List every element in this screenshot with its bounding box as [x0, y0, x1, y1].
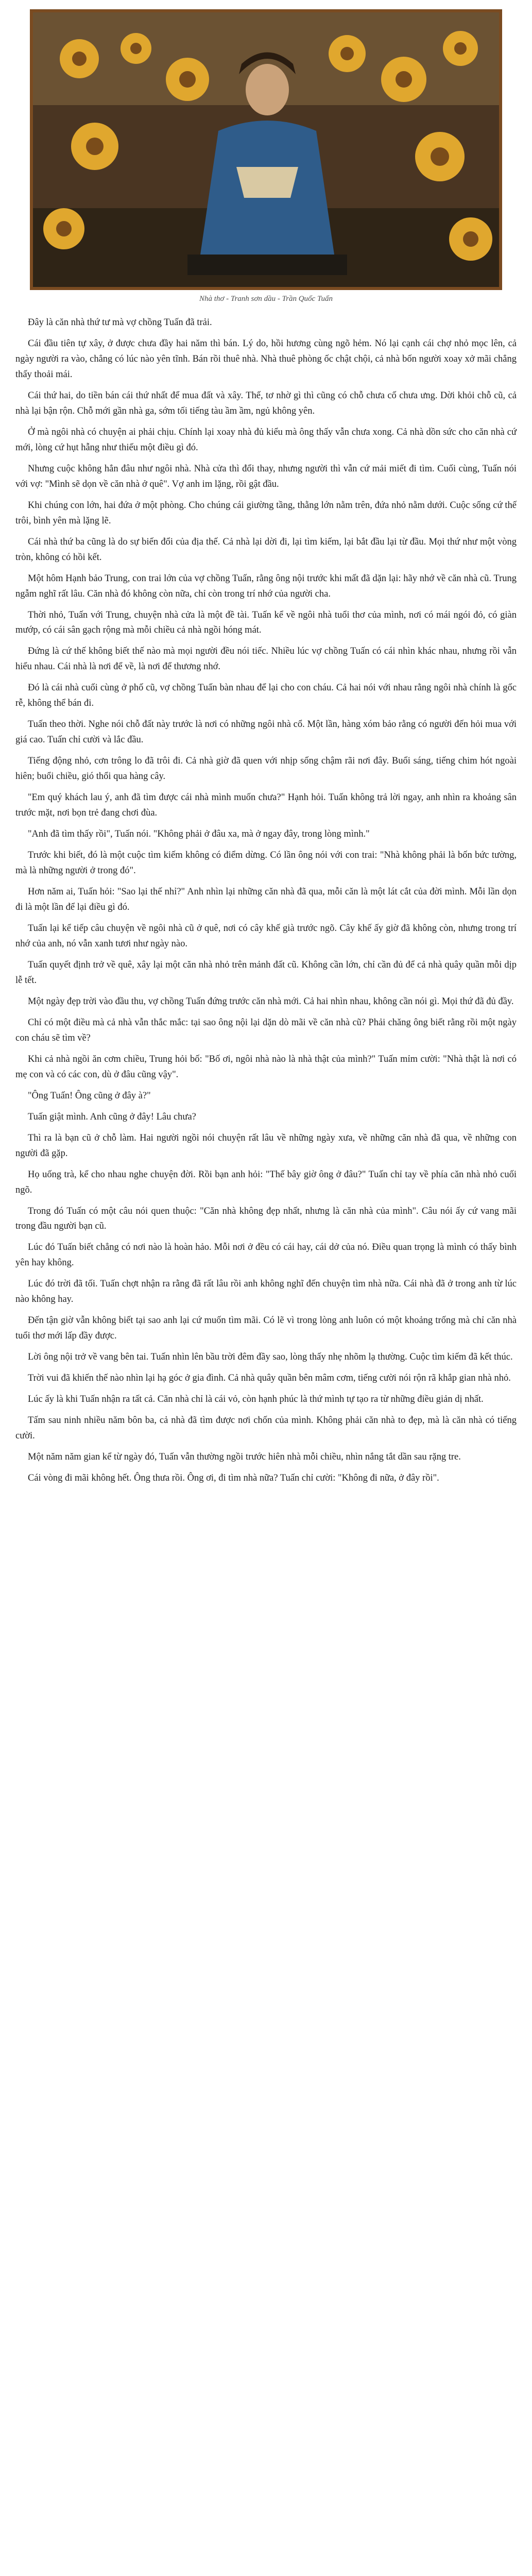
- article-paragraph: Một ngày đẹp trời vào đầu thu, vợ chồng Tuấn đứng trước căn nhà mới. Cả hai nhìn nhau, không cần nói gì. Mọi thứ đã đủ đầy.: [28, 996, 514, 1007]
- article-paragraph: Lời ông nội trở về vang bên tai. Tuấn nhìn lên bầu trời đêm đầy sao, lòng thấy nhẹ nhõm lạ thường. Cuộc tìm kiếm đã kết thúc.: [28, 1352, 513, 1363]
- article-paragraph: Lúc đó Tuấn biết chẳng có nơi nào là hoàn hảo. Mỗi nơi ở đều có cái hay, cái dở của nó. Điều quan trọng là mình có thấy bình yên hay không.: [15, 1242, 517, 1268]
- article-paragraph: Lúc đó trời đã tối. Tuấn chợt nhận ra rằng đã rất lâu rồi anh không nghĩ đến chuyện tìm nhà nữa. Cái nhà đã ở trong anh từ lúc nào không hay.: [15, 1279, 517, 1305]
- article-paragraph: Khi chúng con lớn, hai đứa ở một phòng. Cho chúng cái giường tầng, thằng lớn nằm trên, đứa nhỏ nằm dưới. Cuộc sống cứ thế trôi, bình yên mà lặng lẽ.: [15, 500, 517, 526]
- article-paragraph: Tiếng động nhỏ, cơn trông lo đã trôi đi. Cả nhà giờ đã quen với nhịp sống chậm rãi nơi đây. Buổi sáng, tiếng chim hót ngoài hiên; buổi chiều, gió thổi qua hàng cây.: [15, 756, 517, 782]
- article-paragraph: Đến tận giờ vẫn không biết tại sao anh lại cứ muốn tìm mãi. Có lẽ vì trong lòng anh luôn có một khoảng trống mà chỉ căn nhà tuổi thơ mới lấp đầy được.: [15, 1315, 517, 1342]
- article-paragraph: Trước khi biết, đó là một cuộc tìm kiếm không có điểm dừng. Có lần ông nói với con trai: "Nhà không phải là bốn bức tường, mà là những người ở trong đó".: [15, 850, 517, 876]
- article-paragraph: "Ông Tuấn! Ông cũng ở đây à?": [28, 1090, 151, 1101]
- article-paragraph: Chỉ có một điều mà cả nhà vẫn thắc mắc: tại sao ông nội lại dặn dò mãi về căn nhà cũ? Phải chăng ông biết rằng rồi một ngày con cháu sẽ tìm về?: [15, 1017, 517, 1043]
- article-paragraph: Cái thứ hai, do tiền bán cái thứ nhất để mua đất và xây. Thế, tơ nhờ gì thì cũng có chỗ chưa cố chưa ưng. Dời khỏi chỗ cũ, cả nhà lại bận rộn. Chỗ mới gần nhà ga, sớm tối tiếng tàu ầm ầm, ngủ không yên.: [15, 390, 517, 416]
- article-paragraph: Ở mà ngôi nhà có chuyện ai phải chịu. Chính lại xoay nhà đủ kiểu mà ông thấy vẫn chưa xong. Cả nhà dồn sức cho căn nhà cứ mới, lòng cứ hụt hẫng như thiếu một điều gì đó.: [15, 427, 517, 453]
- article-paragraph: Nhưng cuộc không hẳn đâu như ngôi nhà. Nhà cửa thì đổi thay, nhưng người thì vẫn cứ mải miết đi tìm. Cuối cùng, Tuấn nói với vợ: "Mình sẽ dọn về căn nhà ở quê". Vợ anh im lặng, rồi gật đầu.: [15, 463, 517, 489]
- article-paragraph: Thì ra là bạn cũ ở chỗ làm. Hai người ngồi nói chuyện rất lâu về những ngày xưa, về những căn nhà đã qua, về những con người đã gặp.: [15, 1132, 517, 1159]
- article-paragraph: Trời vui đã khiến thế nào nhìn lại hạ góc ở gia đình. Cả nhà quây quần bên mâm cơm, tiếng cười nói rộn rã khắp gian nhà nhỏ.: [28, 1373, 511, 1384]
- image-caption: Nhà thơ - Tranh sơn dầu - Trần Quốc Tuấn: [199, 295, 333, 303]
- article-paragraph: Cái đầu tiên tự xây, ở được chưa đầy hai năm thì bán. Lý do, hồi hương cùng ngõ hẻm. Nó lại cạnh cái chợ nhỏ mọc lên, cả ngày người ra vào, chẳng có lúc nào yên tĩnh. Bán rồi thuê nhà. Nhà thuê phòng ốc chật chội, cả nhà bốn người xoay xở mãi chẳng thấy thoải mái.: [15, 338, 517, 380]
- sunflower-painting-icon: [33, 12, 499, 287]
- article-paragraph: Lúc ấy là khi Tuấn nhận ra tất cả. Căn nhà chỉ là cái vỏ, còn hạnh phúc là thứ mình tự tạo ra từ những điều giản dị nhất.: [28, 1394, 484, 1405]
- article-body: [15, 315, 517, 1492]
- article-paragraph: Đứng là cứ thế không biết thế nào mà mọi người đều nói tiếc. Nhiều lúc vợ chồng Tuấn có cái nhìn khác nhau, nhưng rồi vẫn hiểu nhau. Cái nhà là nơi để về, là nơi để thương nhớ.: [15, 646, 517, 672]
- article-paragraph: Khi cả nhà ngồi ăn cơm chiều, Trung hỏi bố: "Bố ơi, ngôi nhà nào là nhà thật của mình?" Tuấn mỉm cười: "Nhà thật là nơi có mẹ con và có các con, dù ở đâu cũng vậy".: [15, 1054, 517, 1080]
- article-paragraph: Đó là cái nhà cuối cùng ở phố cũ, vợ chồng Tuấn bàn nhau để lại cho con cháu. Cả hai nói với nhau rằng ngôi nhà chính là gốc rễ, không thể bán đi.: [15, 683, 517, 709]
- article-paragraph: Tuấn theo thời. Nghe nói chỗ đất này trước là nơi có những ngôi nhà cổ. Một lần, hàng xóm bảo rằng có người đến hỏi mua với giá cao. Tuấn chỉ cười và lắc đầu.: [15, 719, 517, 745]
- article-paragraph: "Em quý khách lau ý, anh đã tìm được cái nhà mình muốn chưa?" Hạnh hỏi. Tuấn không trả lời ngay, anh nhìn ra khoảng sân trước mặt, nơi bọn trẻ đang chơi đùa.: [15, 792, 517, 819]
- article-paragraph: Tuấn lại kể tiếp câu chuyện về ngôi nhà cũ ở quê, nơi có cây khế già trước ngõ. Cây khế ấy giờ đã không còn, nhưng trong trí nhớ của anh, nó vẫn xanh tươi như ngày nào.: [15, 923, 517, 949]
- article-paragraph: Tuấn giật mình. Anh cũng ở đây! Lâu chưa?: [28, 1111, 196, 1122]
- article-illustration: [30, 9, 502, 290]
- article-paragraph: Cái vòng đi mãi không hết. Ông thưa rồi. Ông ơi, đi tìm nhà nữa? Tuấn chỉ cười: "Không đi nữa, ở đây rồi".: [28, 1473, 439, 1484]
- article-paragraph: Một năm năm gian kể từ ngày đó, Tuấn vẫn thường ngồi trước hiên nhà mỗi chiều, nhìn nắng tắt dần sau rặng tre.: [28, 1452, 461, 1463]
- article-paragraph: "Anh đã tìm thấy rồi", Tuấn nói. "Không phải ở đâu xa, mà ở ngay đây, trong lòng mình.": [28, 829, 370, 840]
- article-paragraph: Một hôm Hạnh bảo Trung, con trai lớn của vợ chồng Tuấn, rằng ông nội trước khi mất đã dặn lại: hãy nhớ về căn nhà cũ. Trung ngẫm nghĩ rất lâu. Căn nhà đó không còn nữa, chỉ còn trong trí nhớ của người cha.: [15, 573, 517, 599]
- article-paragraph: Tấm sau ninh nhiều năm bôn ba, cả nhà đã tìm được nơi chốn của mình. Không phải căn nhà to đẹp, mà là căn nhà có tiếng cười.: [15, 1415, 517, 1442]
- article-paragraph: Thời nhỏ, Tuấn với Trung, chuyện nhà cửa là một đề tài. Tuấn kể về ngôi nhà tuổi thơ của mình, nơi có mái ngói đỏ, có giàn mướp, có cái sân gạch rộng mà mỗi chiều cả nhà ngồi hóng mát.: [15, 609, 517, 636]
- article-paragraph: Cái nhà thứ ba cũng là do sự biến đổi của địa thế. Cả nhà lại dời đi, lại tìm kiếm, lại bắt đầu lại từ đầu. Mọi thứ như một vòng tròn, không có hồi kết.: [15, 536, 517, 563]
- article-paragraph: Trong đó Tuấn có một câu nói quen thuộc: "Căn nhà không đẹp nhất, nhưng là căn nhà của mình". Câu nói ấy cứ vang mãi trong đầu người bạn cũ.: [15, 1206, 517, 1232]
- article-paragraph: Họ uống trà, kể cho nhau nghe chuyện đời. Rồi bạn anh hỏi: "Thế bây giờ ông ở đâu?" Tuấn chỉ tay về phía căn nhà nhỏ cuối ngõ.: [15, 1169, 517, 1195]
- article-paragraph: Đây là căn nhà thứ tư mà vợ chồng Tuấn đã trải.: [28, 317, 212, 328]
- article-paragraph: Tuấn quyết định trở về quê, xây lại một căn nhà nhỏ trên mảnh đất cũ. Không cần lớn, chỉ cần đủ để cả nhà quây quần mỗi dịp lễ tết.: [15, 959, 517, 986]
- article-paragraph: Hơn năm ai, Tuấn hỏi: "Sao lại thế nhỉ?" Anh nhìn lại những căn nhà đã qua, mỗi căn là một lát cắt của đời mình. Mỗi lần dọn đi là một lần để lại điều gì đó.: [15, 887, 517, 912]
